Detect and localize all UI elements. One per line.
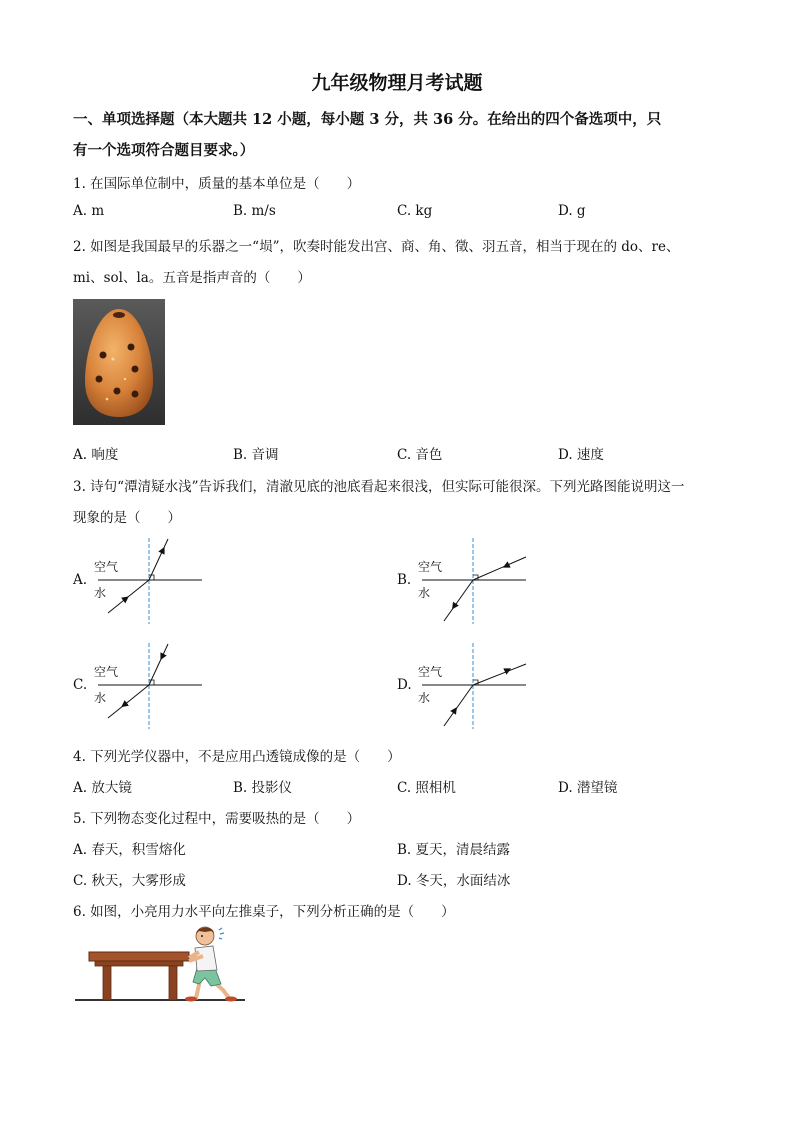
ray-diagram-c <box>90 640 210 732</box>
q5-option-c: C. 秋天，大雾形成 <box>73 873 186 889</box>
q5-option-b: B. 夏天，清晨结露 <box>397 842 511 858</box>
q3-option-d: D. <box>397 677 412 693</box>
xun-instrument-photo <box>73 299 165 425</box>
section-header-line1: 一、单项选择题（本大题共 12 小题，每小题 3 分，共 36 分。在给出的四个备选项中，只 <box>73 111 662 128</box>
boy-pushing-table-illustration <box>73 924 248 1004</box>
q4-option-c: C. 照相机 <box>397 780 456 796</box>
section-header-line2: 有一个选项符合题目要求。） <box>73 142 255 159</box>
boy-figure <box>185 927 237 1002</box>
question-1-stem: 1. 在国际单位制中，质量的基本单位是（ ） <box>73 176 361 192</box>
q2-option-d: D. 速度 <box>558 447 604 463</box>
water-label: 水 <box>94 691 107 705</box>
water-label: 水 <box>94 586 107 600</box>
question-3-stem-line1: 3. 诗句“潭清疑水浅”告诉我们，清澈见底的池底看起来很浅，但实际可能很深。下列光路图能说明这一 <box>73 479 685 495</box>
q1-option-a: A. m <box>73 203 105 219</box>
q1-option-b: B. m/s <box>233 203 276 219</box>
water-label: 水 <box>418 586 431 600</box>
water-label: 水 <box>418 691 431 705</box>
question-5-stem: 5. 下列物态变化过程中，需要吸热的是（ ） <box>73 811 361 827</box>
q2-option-b: B. 音调 <box>233 447 279 463</box>
air-label: 空气 <box>94 665 119 679</box>
air-label: 空气 <box>418 560 443 574</box>
q3-option-b: B. <box>397 572 412 588</box>
ray-diagram-d <box>414 640 534 732</box>
question-2-stem-line2: mi、sol、la。五音是指声音的（ ） <box>73 270 311 286</box>
q5-option-d: D. 冬天，水面结冰 <box>397 873 511 889</box>
q3-option-c: C. <box>73 677 88 693</box>
ray-diagram-b <box>414 535 534 627</box>
question-4-stem: 4. 下列光学仪器中，不是应用凸透镜成像的是（ ） <box>73 749 401 765</box>
page-title: 九年级物理月考试题 <box>311 72 483 94</box>
q4-option-b: B. 投影仪 <box>233 780 293 796</box>
question-2-stem-line1: 2. 如图是我国最早的乐器之一“埙”，吹奏时能发出宫、商、角、徵、羽五音，相当于现在的 do、re、 <box>73 239 680 255</box>
ray-diagram-a <box>90 535 210 627</box>
q5-option-a: A. 春天，积雪熔化 <box>73 842 186 858</box>
question-3-stem-line2: 现象的是（ ） <box>73 510 181 526</box>
q1-option-c: C. kg <box>397 203 433 219</box>
q2-option-c: C. 音色 <box>397 447 443 463</box>
q1-option-d: D. g <box>558 203 586 219</box>
q4-option-d: D. 潜望镜 <box>558 780 618 796</box>
q2-option-a: A. 响度 <box>73 447 119 463</box>
air-label: 空气 <box>94 560 119 574</box>
q3-option-a: A. <box>73 572 88 588</box>
q4-option-a: A. 放大镜 <box>73 780 132 796</box>
question-6-stem: 6. 如图，小亮用力水平向左推桌子，下列分析正确的是（ ） <box>73 904 455 920</box>
table <box>89 952 189 961</box>
air-label: 空气 <box>418 665 443 679</box>
